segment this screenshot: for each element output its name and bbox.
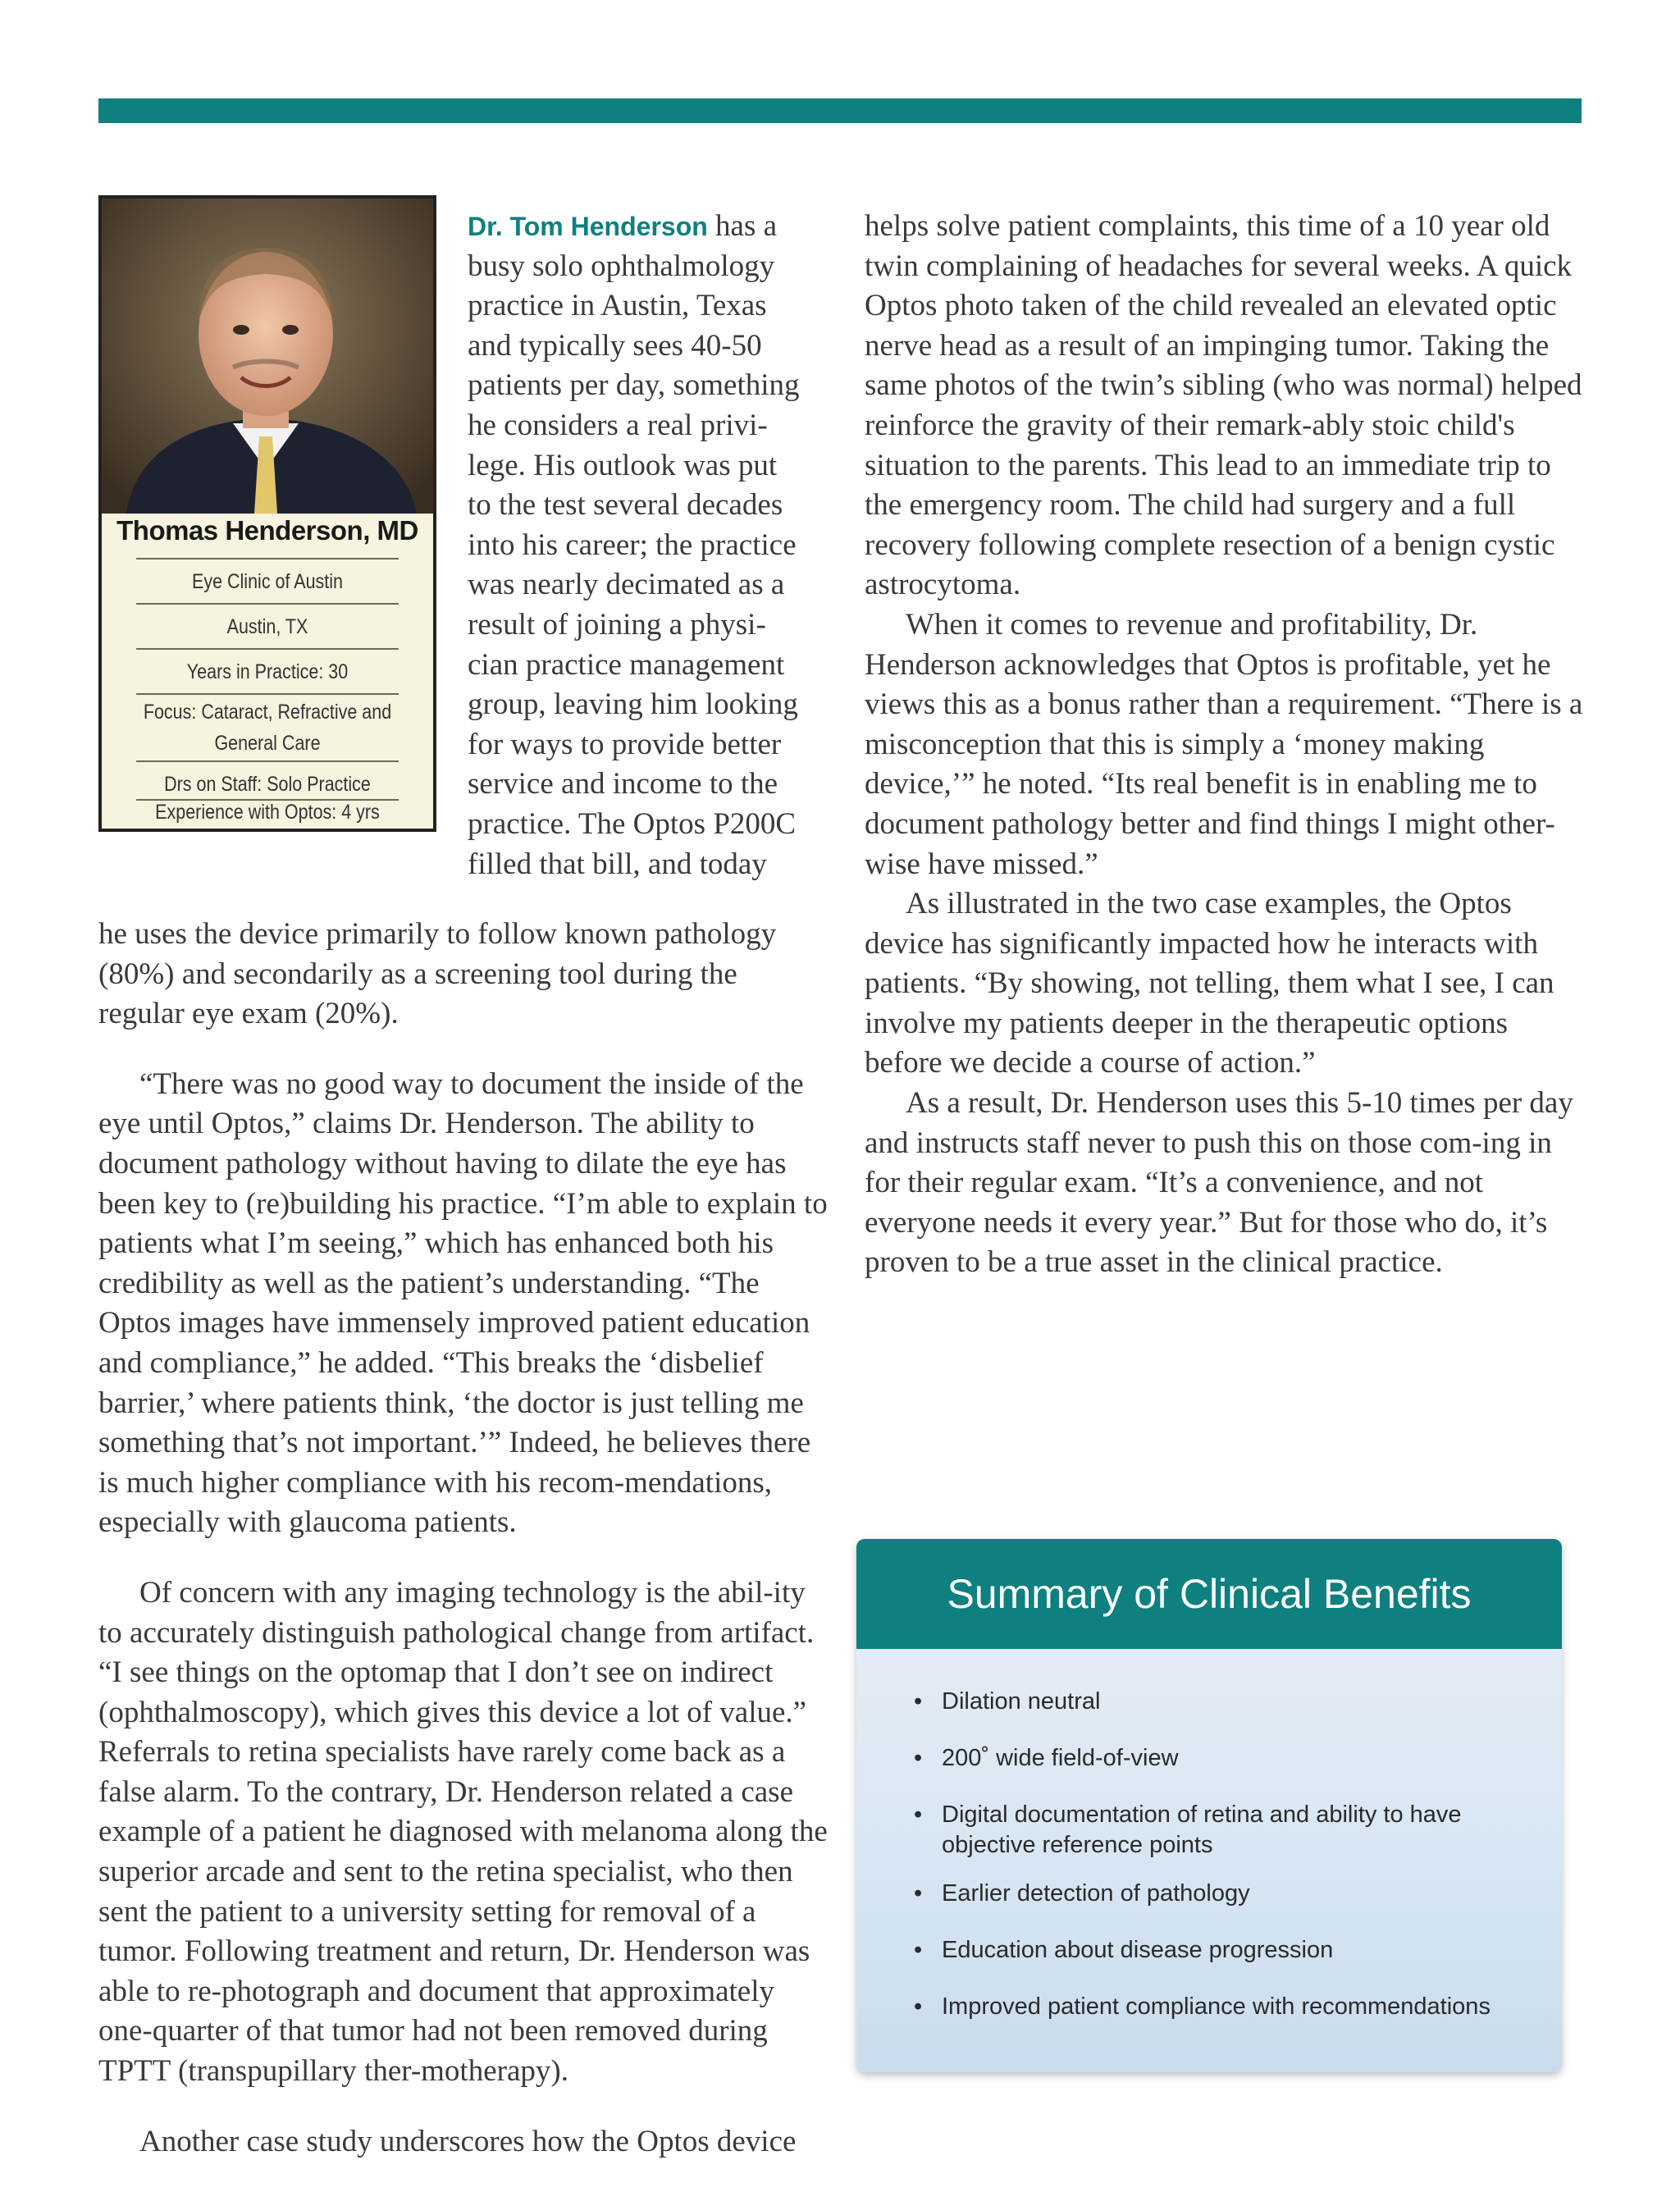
article-right-column bbox=[865, 207, 1585, 1283]
paragraph: When it comes to revenue and profitability, Dr. Henderson acknowledges that Optos is profitable, yet he views this as a bonus rather than a requirement. “There is a misconception that this is simply a ‘money making device,’” he noted. “Its real benefit is in enabling me to document pathology better and find things I might other-wise have missed.” bbox=[865, 607, 1583, 881]
bullet-icon: • bbox=[914, 1993, 923, 2020]
list-item: • Dilation neutral bbox=[914, 1687, 1537, 1717]
paragraph: helps solve patient complaints, this time of a 10 year old twin complaining of headaches for several weeks. A quick Optos photo taken of the child revealed an elevated optic nerve head as a result of an impinging tumor. Taking the same photos of the twin’s sibling (who was normal) helped reinforce the gravity of their remark-ably stoic child's situation to the parents. This lead to an immediate trip to the emergency room. The child had surgery and a full recovery following complete resection of a benign cystic astrocytoma. bbox=[865, 209, 1582, 602]
top-accent-bar bbox=[98, 98, 1582, 123]
paragraph: he uses the device primarily to follow known pathology (80%) and secondarily as a screening tool during the regular eye exam (20%). bbox=[98, 917, 777, 1031]
paragraph: Of concern with any imaging technology is the abil-ity to accurately distinguish pathological change from artifact. “I see things on the optomap that I don’t see on indirect (ophthalmoscopy), which gives this device a lot of value.” Referrals to retina specialists have rarely come back as a false alarm. To the contrary, Dr. Henderson related a case example of a patient he diagnosed with melanoma along the superior arcade and sent to the retina specialist, who then sent the patient to a university setting for removal of a tumor. Following treatment and return, Dr. Henderson was able to re-photograph and document that approximately one-quarter of that tumor had not been removed during TPTT (transpupillary ther-motherapy). bbox=[98, 1575, 828, 2089]
portrait-photo bbox=[102, 199, 433, 514]
summary-title: Summary of Clinical Benefits bbox=[947, 1571, 1472, 1617]
profile-years: Years in Practice: 30 bbox=[136, 648, 399, 693]
paragraph: Another case study underscores how the Optos device bbox=[139, 2124, 797, 2158]
summary-header bbox=[856, 1539, 1562, 1649]
bullet-icon: • bbox=[914, 1688, 923, 1715]
profile-clinic: Eye Clinic of Austin bbox=[136, 558, 399, 603]
paragraph: As a result, Dr. Henderson uses this 5-10 times per day and instructs staff never to push this on those com-ing in for their regular exam. “It’s a convenience, and not everyone needs it every year.” But for those who do, it’s proven to be a true asset in the clinical practice. bbox=[865, 1086, 1573, 1280]
profile-name: Thomas Henderson, MD bbox=[116, 515, 418, 546]
profile-card bbox=[98, 195, 436, 832]
benefits-list bbox=[914, 1687, 1537, 2022]
list-item: • Improved patient compliance with recommendations bbox=[914, 1992, 1537, 2022]
article-intro-narrow: Dr. Tom Henderson has a busy solo ophthalmology practice in Austin, Texas and typically sees 40-50 patients per day, something he considers a real privi- lege. His outlook was put to the test several decades into his career; the practice was nearly decimated as a result of joining a physi- cian practice management group, leaving him looking for ways to provide better service and income to the practice. The Optos P200C filled that bill, and today bbox=[468, 209, 800, 881]
paragraph: “There was no good way to document the inside of the eye until Optos,” claims Dr. Henderson. The ability to document pathology without having to dilate the eye has been key to (re)building his practice. “I’m able to explain to patients what I’m seeing,” which has enhanced both his credibility as well as the patient’s understanding. “The Optos images have immensely improved patient education and compliance,” he added. “This breaks the ‘disbelief barrier,’ where patients think, ‘the doctor is just telling me something that’s not important.’” Indeed, he believes there is much higher compliance with his recom-mendations, especially with glaucoma patients. bbox=[98, 1066, 828, 1540]
list-item: • 200˚ wide field-of-view bbox=[914, 1743, 1537, 1774]
profile-location: Austin, TX bbox=[136, 603, 399, 648]
bullet-icon: • bbox=[914, 1802, 923, 1828]
profile-experience: Experience with Optos: 4 yrs bbox=[136, 799, 399, 824]
list-item: • Digital documentation of retina and ability to have objective reference points bbox=[914, 1802, 1462, 1858]
lead-author-name: Dr. Tom Henderson bbox=[468, 212, 708, 241]
paragraph: As illustrated in the two case examples, the Optos device has significantly impacted how he interacts with patients. “By showing, not telling, them what I see, I can involve my patients deeper in the therapeutic options before we decide a course of action.” bbox=[865, 887, 1554, 1080]
bullet-icon: • bbox=[914, 1937, 923, 1963]
article-left-column bbox=[98, 884, 829, 2192]
bullet-icon: • bbox=[914, 1745, 923, 1771]
list-item: • Earlier detection of pathology bbox=[914, 1879, 1537, 1909]
profile-focus: Focus: Cataract, Refractive and General Care bbox=[136, 693, 399, 760]
profile-staff: Drs on Staff: Solo Practice bbox=[136, 760, 399, 806]
list-item: • Education about disease progression bbox=[914, 1935, 1537, 1966]
bullet-icon: • bbox=[914, 1880, 923, 1907]
summary-box bbox=[856, 1539, 1562, 2072]
